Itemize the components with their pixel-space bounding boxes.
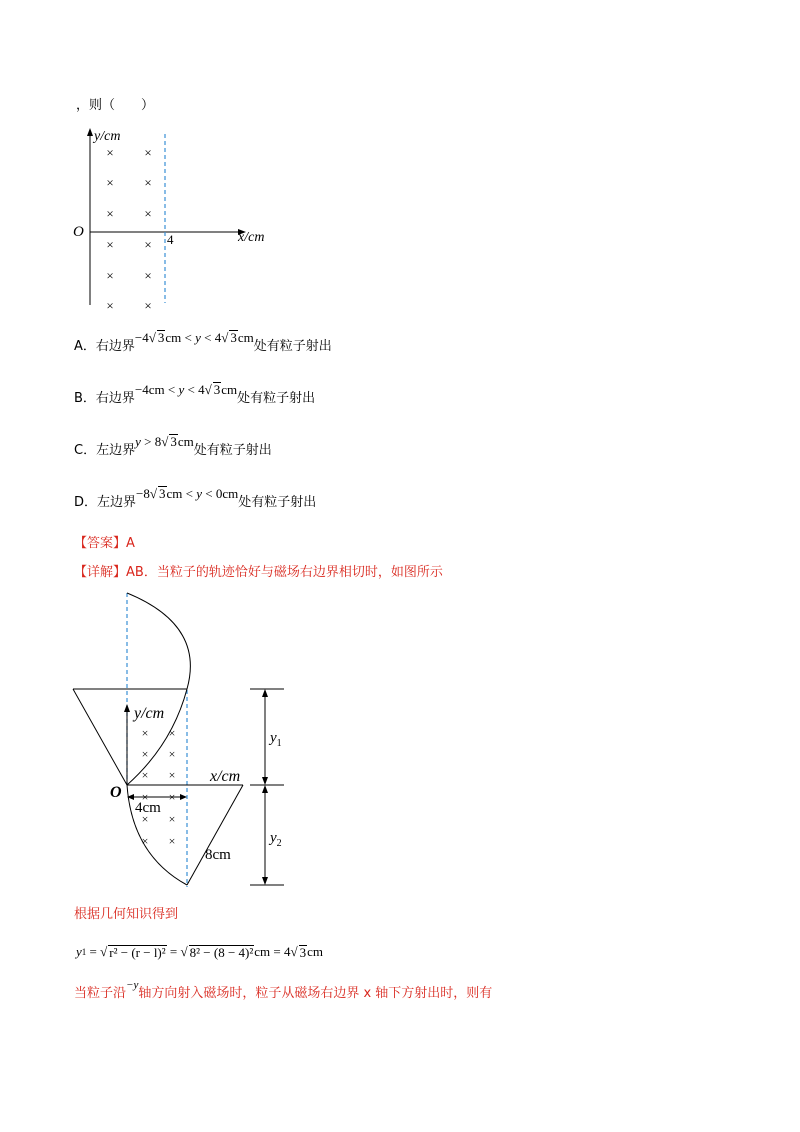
lower-triangle-edge [187, 785, 243, 885]
trajectory-arc-upper [127, 593, 190, 689]
field-cross: × [141, 790, 149, 804]
field-cross: × [141, 812, 149, 826]
option-math: −8√ 3cm < y < 0cm [136, 486, 239, 501]
y-axis-arrow [124, 704, 130, 712]
field-cross: × [168, 834, 176, 848]
field-cross: × [168, 812, 176, 826]
field-cross: × [168, 726, 176, 740]
option-letter: D． [74, 495, 98, 510]
option-d[interactable] [74, 486, 317, 512]
option-letter: B． [74, 391, 96, 406]
field-cross: × [106, 298, 114, 313]
field-cross: × [106, 145, 114, 160]
origin-label: O [110, 784, 122, 801]
option-suffix: 处有粒子射出 [193, 443, 272, 458]
trajectory-arc-inner [127, 689, 187, 785]
y2-arrow-up [262, 785, 268, 793]
field-cross: × [144, 268, 152, 283]
field-cross: × [106, 237, 114, 252]
field-cross: × [144, 175, 152, 190]
field-cross: × [141, 768, 149, 782]
field-crosses [142, 726, 176, 848]
boundary-label: 4 [167, 232, 174, 247]
answer-label: 【答案】 [74, 536, 127, 551]
triangle-left-edge [73, 689, 127, 785]
field-cross: × [141, 726, 149, 740]
field-cross: × [106, 268, 114, 283]
y-axis-label: y/cm [94, 129, 121, 144]
option-prefix: 右边界 [95, 391, 135, 406]
y2-label: $y_2$ [270, 830, 282, 849]
formula-y1: y 1 = √ r² − (r − l)² = √ 8² − (8 − 4)² cm = 4 √ 3 cm [76, 944, 324, 960]
option-math: y > 8√ 3cm [135, 434, 194, 449]
option-math: −4cm < y < 4√ 3cm [134, 382, 238, 397]
width-arrow-right [180, 794, 187, 800]
option-prefix: 左边界 [96, 443, 136, 458]
analysis-text: AB．当粒子的轨迹恰好与磁场右边界相切时，如图所示 [126, 565, 443, 580]
field-cross: × [141, 747, 149, 761]
y-axis-label: y/cm [134, 705, 165, 722]
field-cross: × [168, 768, 176, 782]
answer-value: A [126, 536, 135, 551]
option-suffix: 处有粒子射出 [238, 495, 317, 510]
field-cross: × [144, 298, 152, 313]
y1-arrow-up [262, 689, 268, 697]
field-crosses [106, 145, 151, 313]
analysis-label: 【详解】 [74, 565, 127, 580]
y1-label: $y_1$ [270, 730, 282, 749]
geometry-text: 根据几何知识得到 [74, 907, 179, 922]
x-axis-label: x/cm [210, 768, 241, 785]
question-tail: ，则（ ） [76, 98, 155, 113]
y1-arrow-down [262, 777, 268, 785]
field-cross: × [141, 834, 149, 848]
radius-label: 8cm [205, 847, 231, 863]
field-cross: × [168, 790, 176, 804]
field-cross: × [144, 206, 152, 221]
option-prefix: 右边界 [95, 339, 135, 354]
option-suffix: 处有粒子射出 [253, 339, 332, 354]
origin-label: O [73, 224, 84, 240]
field-cross: × [144, 237, 152, 252]
option-a[interactable] [74, 330, 332, 356]
figure-trajectory-diagram [60, 585, 320, 895]
field-cross: × [106, 175, 114, 190]
option-letter: C． [74, 443, 97, 458]
axis-symbol: −y [126, 979, 139, 991]
y-axis-arrow [87, 128, 93, 136]
y2-arrow-down [262, 877, 268, 885]
option-math: −4√ 3cm < y < 4√ 3cm [134, 330, 254, 345]
width-label: 4cm [135, 800, 161, 816]
option-letter: A． [74, 339, 96, 354]
option-prefix: 左边界 [97, 495, 137, 510]
figure-magnetic-field-setup [60, 120, 290, 320]
x-axis-label: x/cm [238, 230, 265, 245]
field-cross: × [144, 145, 152, 160]
option-b[interactable] [74, 382, 316, 408]
field-cross: × [168, 747, 176, 761]
answer-line [74, 535, 135, 553]
option-c[interactable] [74, 434, 272, 460]
option-suffix: 处有粒子射出 [237, 391, 316, 406]
analysis-line [74, 564, 443, 582]
last-line: 当粒子沿 −y 轴方向射入磁场时，粒子从磁场右边界 x 轴下方射出时，则有 [74, 985, 492, 1003]
field-cross: × [106, 206, 114, 221]
